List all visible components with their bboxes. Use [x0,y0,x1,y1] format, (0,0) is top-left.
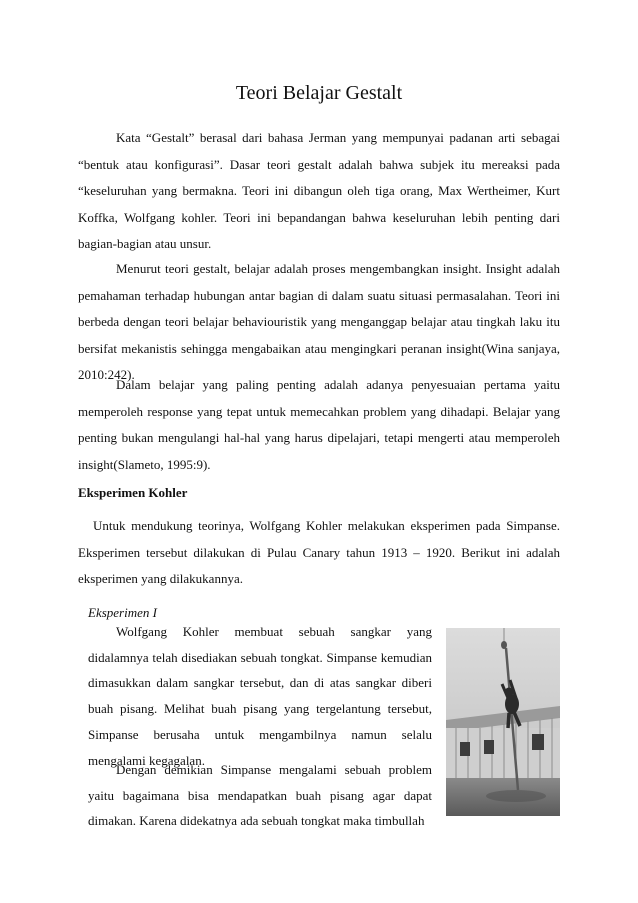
paragraph-insight: Menurut teori gestalt, belajar adalah proses mengembangkan insight. Insight adalah pemahaman terhadap hubungan antar bagian di dalam suatu situasi permasalahan. Teori ini berbeda dengan teori belajar behaviouristik yang menganggap belajar atau tingkah laku itu bersifat mekanistis sehingga mengabaikan atau mengingkari peranan insight(Wina sanjaya, 2010:242). [78,261,560,382]
page-title: Teori Belajar Gestalt [235,82,403,104]
paragraph-kohler-intro: Untuk mendukung teorinya, Wolfgang Kohler melakukan eksperimen pada Simpanse. Eksperimen tersebut dilakukan di Pulau Canary tahun 1913 – 1920. Berikut ini adalah eksperimen yang dilakukannya. [78,518,560,586]
paragraph-learning: Dalam belajar yang paling penting adalah adanya penyesuaian pertama yaitu memperoleh response yang tepat untuk memecahkan problem yang dihadapi. Belajar yang penting bukan mengulangi hal-hal yang harus dipelajari, tetapi mengerti atau memperoleh insight(Slameto, 1995:9). [78,377,560,472]
experiment-paragraph-2: Dengan demikian Simpanse mengalami sebuah problem yaitu bagaimana bisa mendapatkan buah pisang agar dapat dimakan. Karena didekatnya ada sebuah tongkat maka timbullah [88,762,432,829]
section-heading: Eksperimen Kohler [78,485,188,500]
chimpanzee-pole-photo [446,628,560,816]
experiment-subheading: Eksperimen I [88,605,157,620]
experiment-paragraph-1: Wolfgang Kohler membuat sebuah sangkar yang didalamnya telah disediakan sebuah tongkat. Simpanse kemudian dimasukkan dalam sangkar tersebut, dan di atas sangkar diberi buah pisang. Melihat buah pisang yang tergelantung tersebut, Simpanse berusaha untuk mengambilnya namun selalu mengalami kegagalan. [88,624,432,768]
paragraph-gestalt-definition: Kata “Gestalt” berasal dari bahasa Jerman yang mempunyai padanan arti sebagai “bentuk atau konfigurasi”. Dasar teori gestalt adalah bahwa subjek itu mereaksi pada “keseluruhan yang bermakna. Teori ini dibangun oleh tiga orang, Max Wertheimer, Kurt Koffka, Wolfgang kohler. Teori ini bepandangan bahwa keseluruhan lebih penting dari bagian-bagian atau unsur. [78,130,560,251]
